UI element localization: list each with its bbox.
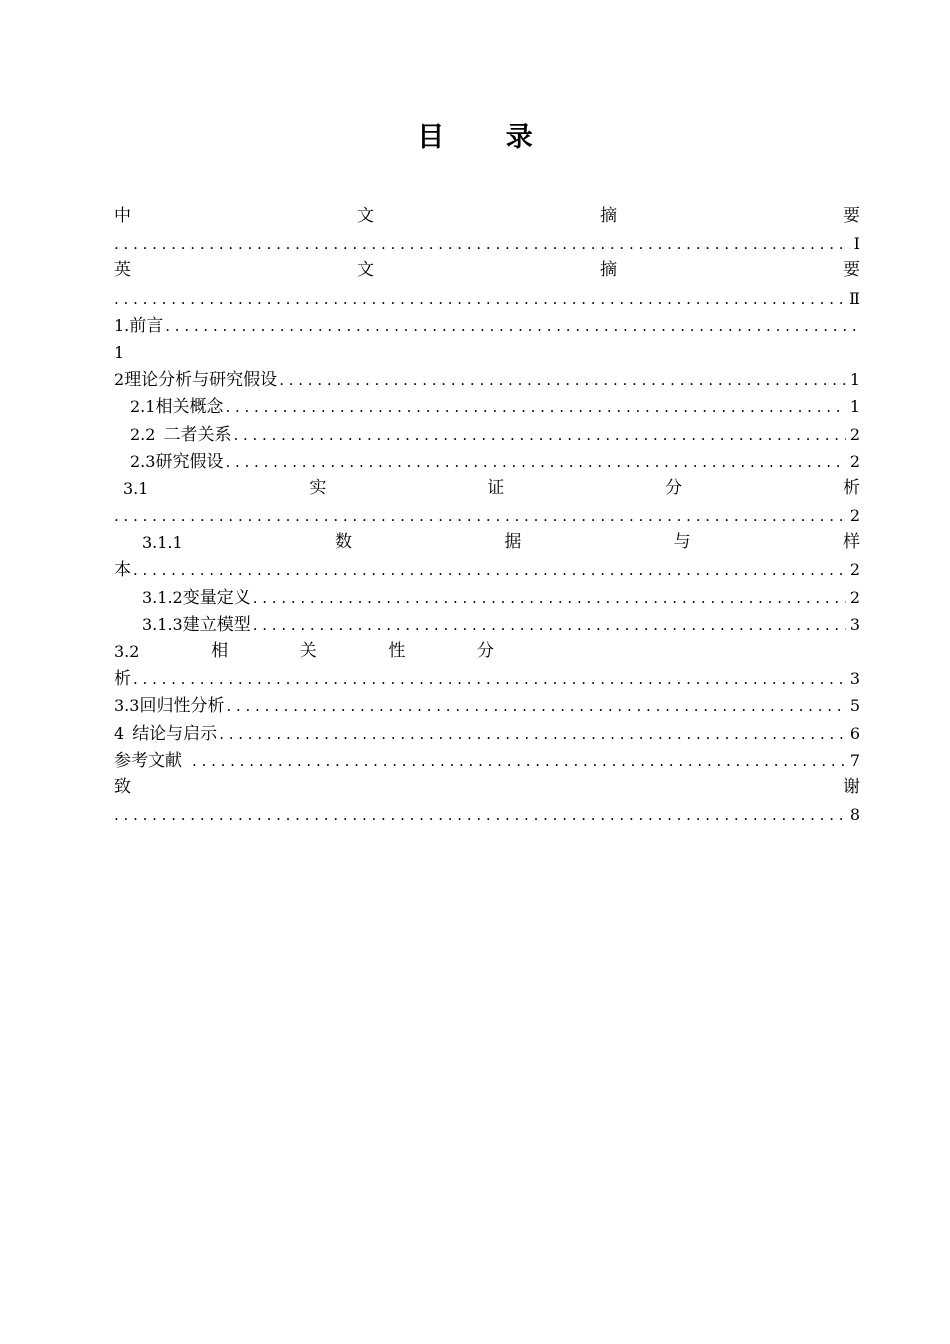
toc-page-number: 1 bbox=[849, 370, 860, 390]
toc-label: 回归性分析 bbox=[139, 696, 225, 717]
toc-char: 文 bbox=[357, 260, 374, 281]
dot-leader bbox=[131, 557, 846, 583]
dot-leader bbox=[163, 313, 860, 339]
toc-number: 2.2 bbox=[130, 424, 156, 444]
toc-char: 要 bbox=[843, 260, 860, 281]
toc-entry-chapter-2[interactable] bbox=[114, 366, 860, 393]
toc-entry-3-3[interactable] bbox=[114, 692, 860, 719]
dot-leader bbox=[277, 367, 846, 393]
toc-page-number: Ⅱ bbox=[849, 288, 860, 308]
toc-char: 证 bbox=[487, 477, 505, 498]
toc-label: 析 bbox=[114, 669, 131, 690]
toc-page-number: 7 bbox=[849, 750, 860, 770]
toc-number: 3.1.2 bbox=[142, 587, 183, 607]
toc-number: 2 bbox=[114, 370, 125, 390]
toc-entry-2-3[interactable] bbox=[114, 448, 860, 475]
toc-label: 结论与启示 bbox=[132, 723, 218, 744]
toc-char: 英 bbox=[114, 260, 131, 281]
toc-char: 中 bbox=[114, 206, 131, 226]
toc-label: 研究假设 bbox=[155, 451, 224, 472]
toc-entry-introduction[interactable] bbox=[114, 312, 860, 339]
toc-page-number: 8 bbox=[849, 805, 860, 825]
toc-page-number: 2 bbox=[849, 506, 860, 526]
toc-char: 致 bbox=[114, 776, 131, 797]
toc-char: 据 bbox=[504, 532, 522, 553]
dot-leader bbox=[114, 503, 846, 529]
toc-entry-3-1[interactable] bbox=[114, 475, 860, 502]
toc-entry-acknowledgements[interactable] bbox=[114, 774, 860, 801]
toc-char: 与 bbox=[673, 532, 691, 553]
toc-char: 数 bbox=[335, 532, 353, 553]
toc-label: 变量定义 bbox=[182, 587, 251, 608]
toc-page-number: 1 bbox=[114, 342, 125, 362]
toc-char: 样 bbox=[842, 532, 860, 553]
toc-entry-3-1-2[interactable] bbox=[114, 584, 860, 611]
dot-leader bbox=[131, 666, 846, 692]
dot-leader bbox=[251, 585, 846, 611]
dot-leader bbox=[223, 394, 845, 420]
toc-label: 建立模型 bbox=[182, 614, 251, 635]
toc-page-number: 2 bbox=[849, 424, 860, 444]
toc-entry-english-abstract[interactable] bbox=[114, 257, 860, 284]
toc-entry-3-1-3[interactable] bbox=[114, 611, 860, 638]
toc-page-number: 2 bbox=[849, 560, 860, 580]
toc-entry-3-1-1[interactable] bbox=[114, 529, 860, 556]
toc-number: 1. bbox=[114, 315, 130, 335]
toc-char: 分 bbox=[665, 477, 683, 498]
toc-number: 2.3 bbox=[130, 451, 156, 471]
toc-char: 相 bbox=[211, 641, 229, 661]
toc-label: 相关概念 bbox=[155, 397, 224, 418]
toc-label: 前言 bbox=[129, 315, 164, 336]
toc-label: 二者关系 bbox=[163, 424, 232, 445]
toc-label: 理论分析与研究假设 bbox=[124, 370, 278, 391]
toc-char: 性 bbox=[388, 641, 406, 661]
toc-page-number: 2 bbox=[849, 451, 860, 471]
toc-page-number: 2 bbox=[849, 587, 860, 607]
toc-page-number: Ⅰ bbox=[853, 234, 860, 254]
toc-entry-2-1[interactable] bbox=[114, 393, 860, 420]
dot-leader bbox=[224, 693, 845, 719]
toc-page-number: 5 bbox=[849, 696, 860, 716]
table-of-contents bbox=[114, 203, 860, 828]
toc-char: 谢 bbox=[843, 776, 860, 797]
toc-page-number: 3 bbox=[849, 669, 860, 689]
toc-entry-3-2[interactable] bbox=[114, 638, 494, 665]
dot-leader bbox=[114, 231, 850, 257]
toc-leader-line bbox=[114, 502, 860, 529]
dot-leader bbox=[114, 286, 845, 312]
toc-wrapped-page bbox=[114, 339, 860, 366]
toc-char: 关 bbox=[299, 641, 317, 661]
toc-page-number: 1 bbox=[849, 397, 860, 417]
toc-leader-line bbox=[114, 801, 860, 828]
toc-char: 文 bbox=[357, 206, 374, 226]
toc-entry-2-2[interactable] bbox=[114, 421, 860, 448]
dot-leader bbox=[182, 748, 846, 774]
dot-leader bbox=[217, 721, 846, 747]
toc-label: 本 bbox=[114, 560, 131, 581]
toc-number: 3.2 bbox=[114, 642, 140, 661]
toc-char: 摘 bbox=[600, 206, 617, 226]
toc-number: 3.3 bbox=[114, 696, 140, 716]
toc-number: 3.1.3 bbox=[142, 614, 183, 634]
toc-number: 3.1 bbox=[123, 478, 149, 498]
toc-entry-chapter-4[interactable] bbox=[114, 720, 860, 747]
toc-char: 分 bbox=[476, 641, 494, 661]
toc-number: 3.1.1 bbox=[142, 533, 183, 553]
dot-leader bbox=[251, 612, 846, 638]
dot-leader bbox=[223, 449, 845, 475]
toc-number: 2.1 bbox=[130, 397, 156, 417]
toc-leader-line bbox=[114, 556, 860, 583]
toc-leader-line bbox=[114, 285, 860, 312]
toc-char: 要 bbox=[843, 206, 860, 226]
toc-leader-line bbox=[114, 230, 860, 257]
toc-entry-chinese-abstract[interactable] bbox=[114, 203, 860, 230]
toc-leader-line bbox=[114, 665, 860, 692]
dot-leader bbox=[231, 422, 845, 448]
toc-char: 摘 bbox=[600, 260, 617, 281]
toc-page-number: 6 bbox=[849, 723, 860, 743]
toc-entry-references[interactable] bbox=[114, 747, 860, 774]
toc-char: 析 bbox=[842, 477, 860, 498]
toc-page-number: 3 bbox=[849, 614, 860, 634]
toc-char: 实 bbox=[309, 477, 327, 498]
page-title: 目 录 bbox=[417, 122, 559, 153]
toc-label: 参考文献 bbox=[114, 750, 182, 771]
toc-number: 4 bbox=[114, 723, 125, 743]
dot-leader bbox=[114, 802, 846, 828]
